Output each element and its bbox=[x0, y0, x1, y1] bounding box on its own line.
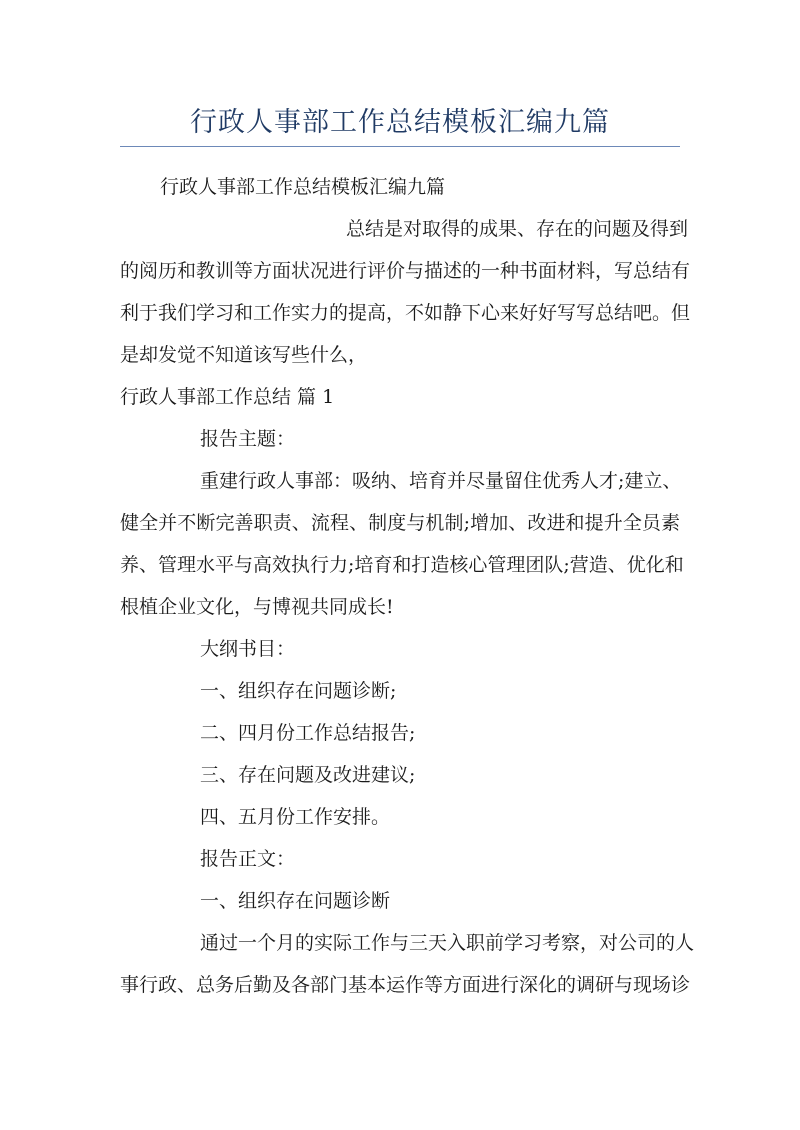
topic-paragraph-line: 健全并不断完善职责、流程、制度与机制;增加、改进和提升全员素 bbox=[120, 512, 680, 534]
outline-item: 三、存在问题及改进建议; bbox=[200, 764, 416, 786]
topic-paragraph-line: 重建行政人事部：吸纳、培育并尽量留住优秀人才;建立、 bbox=[200, 470, 682, 492]
intro-paragraph-line: 的阅历和教训等方面状况进行评价与描述的一种书面材料，写总结有 bbox=[120, 260, 691, 282]
outline-item: 四、五月份工作安排。 bbox=[200, 806, 391, 828]
outline-item: 一、组织存在问题诊断; bbox=[200, 680, 397, 702]
intro-paragraph-line: 是却发觉不知道该写些什么， bbox=[120, 344, 368, 366]
body-paragraph-line: 通过一个月的实际工作与三天入职前学习考察，对公司的人 bbox=[200, 932, 695, 954]
body-subheading: 一、组织存在问题诊断 bbox=[200, 890, 391, 912]
title-divider bbox=[120, 146, 680, 147]
report-topic-label: 报告主题： bbox=[200, 428, 296, 450]
document-title: 行政人事部工作总结模板汇编九篇 bbox=[190, 107, 610, 138]
outline-item: 二、四月份工作总结报告; bbox=[200, 722, 416, 744]
body-label: 报告正文： bbox=[200, 848, 296, 870]
outline-label: 大纲书目： bbox=[200, 638, 296, 660]
intro-paragraph-line: 利于我们学习和工作实力的提高，不如静下心来好好写写总结吧。但 bbox=[120, 302, 691, 324]
intro-heading: 行政人事部工作总结模板汇编九篇 bbox=[160, 176, 446, 198]
intro-paragraph-line: 总结是对取得的成果、存在的问题及得到 bbox=[346, 218, 689, 240]
topic-paragraph-line: 养、管理水平与高效执行力;培育和打造核心管理团队;营造、优化和 bbox=[120, 554, 684, 576]
topic-paragraph-line: 根植企业文化，与博视共同成长! bbox=[120, 596, 394, 618]
body-paragraph-line: 事行政、总务后勤及各部门基本运作等方面进行深化的调研与现场诊 bbox=[120, 974, 691, 996]
section-heading: 行政人事部工作总结 篇 1 bbox=[120, 386, 335, 408]
